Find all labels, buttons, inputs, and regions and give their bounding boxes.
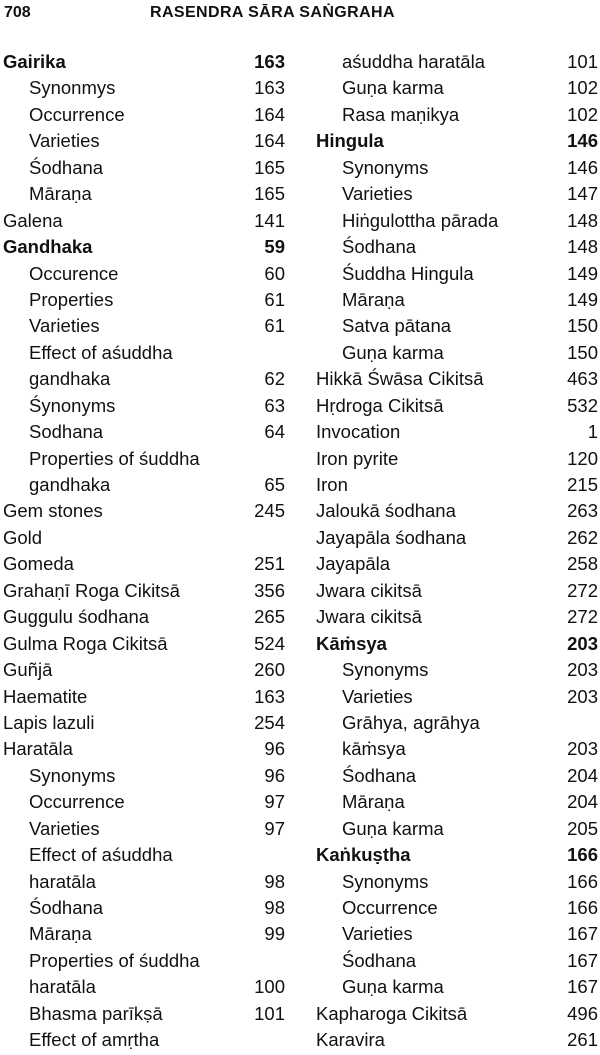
- entry-page-number: 263: [567, 500, 598, 522]
- entry-page-number: 98: [264, 870, 285, 892]
- index-entry: [3, 684, 285, 710]
- entry-page-number: 120: [567, 447, 598, 469]
- entry-page-number: 167: [567, 976, 598, 998]
- entry-page-number: 163: [254, 51, 285, 72]
- entry-page-number: 65: [264, 474, 285, 495]
- index-entry: [316, 419, 598, 445]
- index-entry: [316, 551, 598, 577]
- index-subentry: [316, 234, 598, 260]
- entry-label: Gulma Roga Cikitsā: [3, 632, 168, 654]
- entry-label: Occurrence: [342, 897, 438, 918]
- index-subentry: [3, 816, 285, 842]
- entry-label: Jaloukā śodhana: [316, 500, 456, 522]
- index-subentry: [316, 181, 598, 207]
- entry-label: Synonyms: [29, 764, 116, 786]
- entry-page-number: 164: [254, 130, 285, 152]
- entry-page-number: 524: [254, 632, 285, 654]
- entry-label: Hingula: [316, 130, 384, 152]
- index-subentry: [3, 789, 285, 815]
- entry-page-number: 61: [264, 288, 285, 310]
- entry-page-number: 59: [264, 236, 285, 258]
- entry-label: Guṇa karma: [342, 77, 444, 99]
- entry-label: Kāṁsya: [316, 632, 387, 654]
- index-subentry: [316, 921, 598, 947]
- index-entry: [316, 604, 598, 630]
- entry-page-number: 167: [567, 949, 598, 971]
- index-subentry: [316, 287, 598, 313]
- entry-label: Guggulu śodhana: [3, 606, 150, 628]
- entry-label: Bhasma parīkṣā: [29, 1002, 163, 1024]
- index-entry: [3, 208, 285, 234]
- index-subentry: [316, 736, 598, 762]
- entry-page-number: 1: [587, 421, 598, 443]
- entry-label: kāṁsya: [342, 738, 406, 760]
- entry-page-number: 60: [264, 262, 285, 284]
- index-entry: [3, 631, 285, 657]
- entry-label: Jayapāla: [316, 553, 391, 575]
- entry-page-number: 146: [567, 130, 598, 152]
- entry-label: Properties of śuddha: [29, 447, 200, 469]
- entry-page-number: 261: [567, 1029, 598, 1051]
- entry-page-number: 203: [567, 632, 598, 654]
- entry-label: Māraṇa: [29, 183, 92, 205]
- index-entry: [316, 498, 598, 524]
- entry-label: Māraṇa: [29, 923, 92, 945]
- index-subentry: [3, 763, 285, 789]
- entry-label: Hikkā Śwāsa Cikitsā: [316, 368, 484, 390]
- page-number: 708: [4, 4, 31, 21]
- entry-label: Iron: [316, 474, 348, 495]
- index-column-right: [316, 49, 598, 1054]
- index-subentry: [3, 869, 285, 895]
- index-subentry: [3, 974, 285, 1000]
- index-subentry: [316, 75, 598, 101]
- index-subentry: [3, 128, 285, 154]
- index-entry: [3, 551, 285, 577]
- entry-label: haratāla: [29, 976, 96, 998]
- entry-label: Properties of śuddha: [29, 949, 200, 971]
- entry-page-number: 166: [567, 870, 598, 892]
- entry-page-number: 61: [264, 315, 285, 337]
- entry-page-number: 62: [264, 368, 285, 390]
- entry-label: Gairika: [3, 51, 66, 72]
- entry-page-number: 463: [567, 368, 598, 390]
- entry-label: Varieties: [342, 685, 413, 707]
- index-subentry: [316, 789, 598, 815]
- entry-label: Śodhana: [342, 236, 417, 258]
- entry-page-number: 100: [254, 976, 285, 998]
- index-subentry: [3, 155, 285, 181]
- entry-page-number: 98: [264, 897, 285, 918]
- entry-page-number: 204: [567, 764, 598, 786]
- entry-page-number: 149: [567, 288, 598, 310]
- entry-page-number: 251: [254, 553, 285, 575]
- entry-label: Kapharoga Cikitsā: [316, 1002, 468, 1024]
- entry-page-number: 102: [567, 77, 598, 99]
- index-entry: [316, 366, 598, 392]
- entry-label: Iron pyrite: [316, 447, 399, 469]
- entry-label: Śodhana: [342, 949, 417, 971]
- entry-label: Varieties: [342, 923, 413, 945]
- entry-page-number: 272: [567, 606, 598, 628]
- entry-page-number: 215: [567, 474, 598, 495]
- entry-page-number: 101: [254, 1002, 285, 1024]
- entry-label: Jayapāla śodhana: [316, 526, 467, 548]
- entry-page-number: 265: [254, 606, 285, 628]
- entry-label: Varieties: [342, 183, 413, 205]
- index-subentry: [3, 313, 285, 339]
- index-subentry: [316, 710, 598, 736]
- index-subentry: [316, 102, 598, 128]
- entry-page-number: 148: [567, 209, 598, 231]
- entry-page-number: 165: [254, 183, 285, 205]
- entry-page-number: 147: [567, 183, 598, 205]
- entry-page-number: 102: [567, 103, 598, 125]
- entry-label: Satva pātana: [342, 315, 452, 337]
- index-entry: [316, 842, 598, 868]
- index-subentry: [316, 763, 598, 789]
- entry-page-number: 203: [567, 738, 598, 760]
- entry-label: Guṇa karma: [342, 341, 444, 363]
- entry-page-number: 64: [264, 421, 285, 443]
- entry-label: Grāhya, agrāhya: [342, 711, 480, 733]
- index-subentry: [3, 446, 285, 472]
- index-subentry: [3, 261, 285, 287]
- index-entry: [316, 393, 598, 419]
- index-entry: [3, 604, 285, 630]
- entry-label: Lapis lazuli: [3, 711, 95, 733]
- index-subentry: [316, 948, 598, 974]
- entry-page-number: 245: [254, 500, 285, 522]
- index-subentry: [3, 472, 285, 498]
- entry-label: Galena: [3, 209, 63, 231]
- index-entry: [316, 128, 598, 154]
- index-subentry: [3, 75, 285, 101]
- entry-label: Grahaṇī Roga Cikitsā: [3, 579, 180, 601]
- entry-page-number: 203: [567, 685, 598, 707]
- entry-page-number: 163: [254, 77, 285, 99]
- entry-label: gandhaka: [29, 368, 111, 390]
- entry-label: Gandhaka: [3, 236, 93, 258]
- index-entry: [316, 578, 598, 604]
- index-subentry: [316, 49, 598, 75]
- entry-page-number: 356: [254, 579, 285, 601]
- index-subentry: [3, 948, 285, 974]
- index-subentry: [3, 1027, 285, 1053]
- index-column-left: [3, 49, 285, 1054]
- entry-label: Śodhana: [29, 897, 104, 918]
- entry-page-number: 146: [567, 156, 598, 178]
- entry-page-number: 101: [567, 51, 598, 72]
- index-entry: [3, 657, 285, 683]
- index-subentry: [3, 287, 285, 313]
- entry-label: haratāla: [29, 870, 96, 892]
- entry-page-number: 97: [264, 791, 285, 813]
- index-subentry: [316, 816, 598, 842]
- entry-label: Gold: [3, 526, 43, 548]
- entry-label: Guṇa karma: [342, 817, 444, 839]
- entry-label: Guṇa karma: [342, 976, 444, 998]
- entry-page-number: 258: [567, 553, 598, 575]
- index-subentry: [316, 313, 598, 339]
- page-header: [4, 4, 596, 28]
- entry-page-number: 149: [567, 262, 598, 284]
- entry-label: Māraṇa: [342, 288, 405, 310]
- entry-page-number: 167: [567, 923, 598, 945]
- entry-label: Synonmys: [29, 77, 116, 99]
- entry-label: Occurence: [29, 262, 119, 284]
- index-subentry: [3, 340, 285, 366]
- index-subentry: [316, 155, 598, 181]
- index-entry: [3, 525, 285, 551]
- index-subentry: [316, 261, 598, 287]
- index-subentry: [316, 657, 598, 683]
- entry-label: Haratāla: [3, 738, 73, 760]
- index-entry: [316, 1001, 598, 1027]
- entry-label: Kaṅkuṣtha: [316, 844, 411, 866]
- entry-label: Jwara cikitsā: [316, 579, 422, 601]
- entry-label: Śuddha Hingula: [342, 262, 474, 284]
- entry-page-number: 166: [567, 897, 598, 918]
- index-subentry: [316, 340, 598, 366]
- entry-label: Occurrence: [29, 791, 125, 813]
- index-entry: [316, 1027, 598, 1053]
- entry-page-number: 260: [254, 659, 285, 681]
- index-subentry: [316, 208, 598, 234]
- entry-page-number: 163: [254, 685, 285, 707]
- entry-label: Varieties: [29, 130, 100, 152]
- entry-label: Varieties: [29, 817, 100, 839]
- entry-page-number: 96: [264, 764, 285, 786]
- entry-page-number: 148: [567, 236, 598, 258]
- entry-label: Effect of aśuddha: [29, 844, 173, 866]
- entry-label: Occurrence: [29, 103, 125, 125]
- running-title: RASENDRA SĀRA SAṄGRAHA: [150, 4, 395, 21]
- index-entry: [3, 578, 285, 604]
- entry-label: gandhaka: [29, 474, 111, 495]
- entry-label: Haematite: [3, 685, 88, 707]
- entry-label: Properties: [29, 288, 114, 310]
- index-subentry: [3, 366, 285, 392]
- index-entry: [3, 736, 285, 762]
- entry-label: Gem stones: [3, 500, 103, 522]
- entry-page-number: 204: [567, 791, 598, 813]
- entry-label: Synonyms: [342, 156, 429, 178]
- index-subentry: [3, 181, 285, 207]
- index-entry: [3, 234, 285, 260]
- entry-page-number: 164: [254, 103, 285, 125]
- entry-label: aśuddha haratāla: [342, 51, 485, 72]
- entry-label: Invocation: [316, 421, 401, 443]
- index-subentry: [3, 393, 285, 419]
- entry-page-number: 63: [264, 394, 285, 416]
- entry-page-number: 165: [254, 156, 285, 178]
- index-subentry: [316, 684, 598, 710]
- entry-label: Śodhana: [342, 764, 417, 786]
- entry-page-number: 96: [264, 738, 285, 760]
- index-entry: [316, 525, 598, 551]
- entry-page-number: 141: [254, 209, 285, 231]
- index-subentry: [316, 869, 598, 895]
- entry-label: Guñjā: [3, 659, 53, 681]
- entry-page-number: 166: [567, 844, 598, 866]
- index-entry: [316, 446, 598, 472]
- index-subentry: [316, 895, 598, 921]
- entry-page-number: 150: [567, 315, 598, 337]
- entry-page-number: 203: [567, 659, 598, 681]
- index-subentry: [316, 974, 598, 1000]
- entry-label: Māraṇa: [342, 791, 405, 813]
- index-entry: [3, 498, 285, 524]
- entry-page-number: 150: [567, 341, 598, 363]
- entry-page-number: 254: [254, 711, 285, 733]
- entry-label: Hiṅgulottha pārada: [342, 209, 499, 231]
- entry-page-number: 97: [264, 817, 285, 839]
- entry-page-number: 99: [264, 923, 285, 945]
- entry-label: Rasa maṇikya: [342, 103, 460, 125]
- entry-label: Varieties: [29, 315, 100, 337]
- entry-label: Śodhana: [29, 156, 104, 178]
- index-subentry: [3, 921, 285, 947]
- entry-label: Karavira: [316, 1029, 385, 1051]
- entry-label: Hṛdroga Cikitsā: [316, 394, 444, 416]
- index-subentry: [3, 102, 285, 128]
- index-subentry: [3, 1001, 285, 1027]
- entry-page-number: 262: [567, 526, 598, 548]
- index-subentry: [3, 842, 285, 868]
- index-entry: [3, 49, 285, 75]
- entry-page-number: 272: [567, 579, 598, 601]
- index-subentry: [3, 895, 285, 921]
- index-entry: [3, 710, 285, 736]
- index-entry: [316, 631, 598, 657]
- entry-label: Śynonyms: [29, 394, 116, 416]
- entry-label: Jwara cikitsā: [316, 606, 422, 628]
- entry-label: Effect of aśuddha: [29, 341, 173, 363]
- index-entry: [316, 472, 598, 498]
- entry-label: Synonyms: [342, 870, 429, 892]
- entry-label: Gomeda: [3, 553, 74, 575]
- entry-label: Sodhana: [29, 421, 104, 443]
- entry-page-number: 496: [567, 1002, 598, 1024]
- entry-page-number: 532: [567, 394, 598, 416]
- entry-label: Effect of amṛtha: [29, 1029, 160, 1051]
- index-subentry: [3, 419, 285, 445]
- entry-label: Synonyms: [342, 659, 429, 681]
- entry-page-number: 205: [567, 817, 598, 839]
